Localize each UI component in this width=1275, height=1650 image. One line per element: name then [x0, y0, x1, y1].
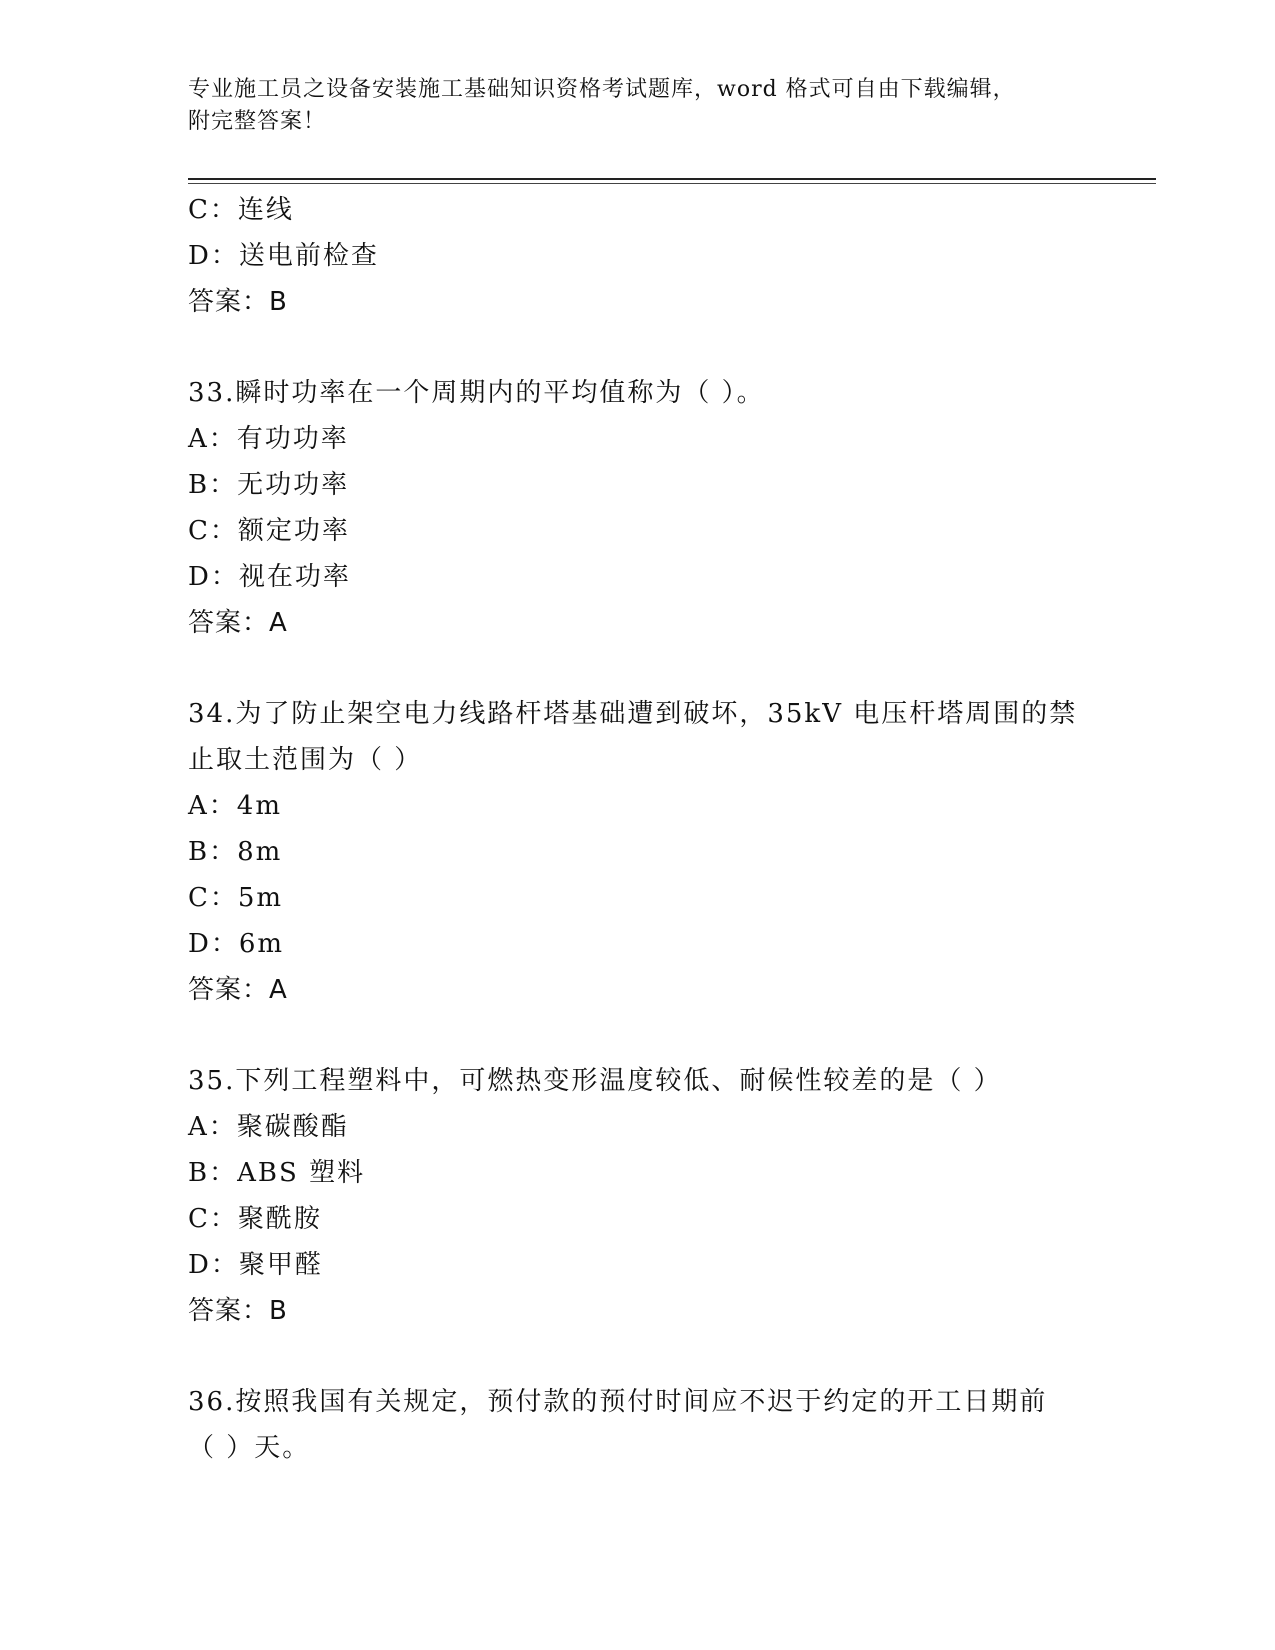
- question-stem: 36.按照我国有关规定，预付款的预付时间应不迟于约定的开工日期前: [188, 1387, 1048, 1417]
- option-c: C：额定功率: [188, 516, 350, 546]
- question-stem: 35.下列工程塑料中，可燃热变形温度较低、耐候性较差的是（ ）: [188, 1066, 1002, 1096]
- document-header: [188, 74, 1088, 138]
- option-a: A：有功功率: [188, 424, 349, 454]
- answer-line: 答案：A: [188, 608, 288, 638]
- question-list: [188, 187, 1088, 1471]
- header-line-2: 附完整答案！: [188, 109, 327, 134]
- question-stem-continued: 止取土范围为（ ）: [188, 745, 423, 775]
- question-block-36: [188, 1379, 1088, 1471]
- header-divider-thick: [188, 178, 1156, 180]
- question-block-33: [188, 370, 1088, 646]
- option-d: D：送电前检查: [188, 241, 379, 271]
- question-stem: 34.为了防止架空电力线路杆塔基础遭到破坏，35kV 电压杆塔周围的禁: [188, 699, 1078, 729]
- header-line-1: 专业施工员之设备安装施工基础知识资格考试题库，word 格式可自由下载编辑，: [188, 77, 1016, 102]
- option-d: D：聚甲醛: [188, 1250, 323, 1280]
- option-a: A：4m: [188, 791, 282, 821]
- option-c: C：5m: [188, 883, 284, 913]
- question-block-34: [188, 691, 1088, 1013]
- header-divider-thin: [188, 183, 1156, 184]
- option-b: B：无功功率: [188, 470, 350, 500]
- question-stem: 33.瞬时功率在一个周期内的平均值称为（ ）。: [188, 378, 765, 408]
- answer-line: 答案：B: [188, 1296, 288, 1326]
- option-b: B：8m: [188, 837, 283, 867]
- option-a: A：聚碳酸酯: [188, 1112, 349, 1142]
- question-block-35: [188, 1058, 1088, 1334]
- question-stem-continued: （ ）天。: [188, 1433, 311, 1463]
- answer-line: 答案：A: [188, 975, 288, 1005]
- option-c: C：连线: [188, 195, 294, 225]
- option-b: B：ABS 塑料: [188, 1158, 366, 1188]
- option-d: D：6m: [188, 929, 285, 959]
- question-block-32: [188, 187, 1088, 325]
- answer-line: 答案：B: [188, 287, 288, 317]
- option-c: C：聚酰胺: [188, 1204, 322, 1234]
- option-d: D：视在功率: [188, 562, 351, 592]
